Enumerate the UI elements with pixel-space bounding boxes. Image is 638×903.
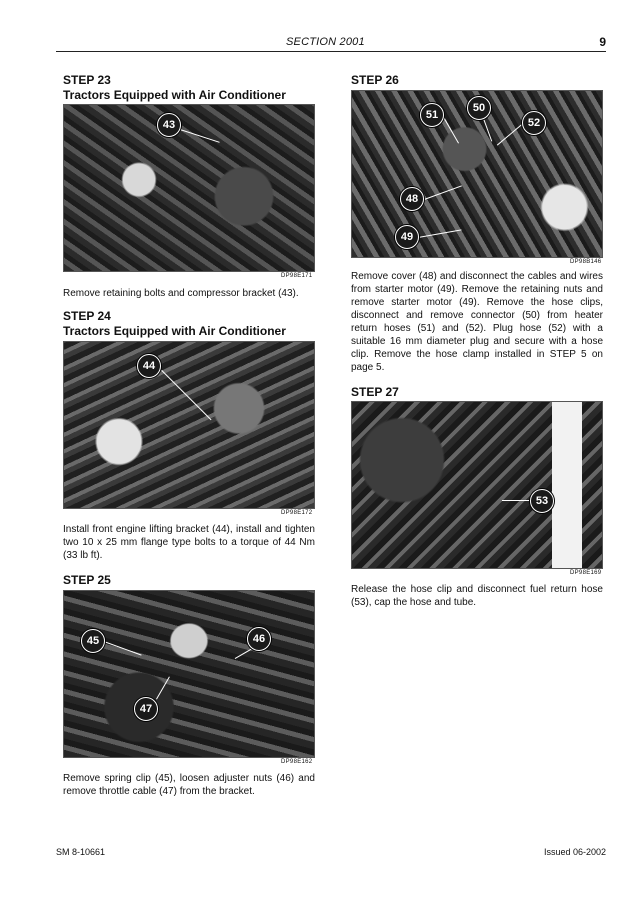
issue-date: Issued 06-2002 [543, 847, 606, 857]
step-subheading: Tractors Equipped with Air Conditioner [63, 88, 286, 102]
callout-43: 43 [157, 113, 181, 137]
leader-line [502, 500, 532, 501]
page-number: 9 [599, 35, 606, 49]
callout-53: 53 [530, 489, 554, 513]
callout-44: 44 [137, 354, 161, 378]
step-text: Remove spring clip (45), loosen adjuster nuts (46) and remove throttle cable (47) from the bracket. [63, 773, 315, 797]
step-heading: STEP 25 [63, 573, 111, 587]
callout-52: 52 [522, 111, 546, 135]
step-heading: STEP 24 [63, 309, 111, 323]
callout-47: 47 [134, 697, 158, 721]
manual-number: SM 8-10661 [56, 847, 106, 857]
step-text: Release the hose clip and disconnect fuel return hose (53), cap the hose and tube. [351, 584, 603, 608]
leader-line [424, 185, 462, 200]
leader-line [418, 229, 462, 238]
step-heading: STEP 26 [351, 73, 399, 87]
callout-45: 45 [81, 629, 105, 653]
callout-49: 49 [395, 225, 419, 249]
step-text: Remove retaining bolts and compressor bracket (43). [63, 288, 299, 299]
callout-50: 50 [467, 96, 491, 120]
leader-line [497, 124, 522, 145]
step-subheading: Tractors Equipped with Air Conditioner [63, 324, 286, 338]
section-title: SECTION 2001 [286, 36, 365, 48]
figure-code: DP98B146 [570, 259, 602, 265]
step-text: Remove cover (48) and disconnect the cables and wires from starter motor (49). Remove the retaining nuts and remove starter motor (49). Remove the hose clips, disconnect and remove connector (50) from heater return hoses (51) and (52). Plug hose (52) with a suitable 16 mm diameter plug and secure with a hose clip. Remove the hose clamp installed in STEP 5 on page 5. [351, 271, 603, 373]
fuel-hose-photo [351, 401, 603, 569]
engine-photo [63, 104, 315, 272]
leader-line [156, 676, 170, 699]
engine-photo [63, 341, 315, 509]
engine-photo [63, 590, 315, 758]
step-text: Install front engine lifting bracket (44), install and tighten two 10 x 25 mm flange type bolts to a torque of 44 Nm (33 lb ft). [63, 524, 315, 561]
header-rule [56, 51, 606, 52]
starter-motor-photo [351, 90, 603, 258]
figure-code: DP98E171 [281, 273, 313, 279]
callout-51: 51 [420, 103, 444, 127]
leader-line [161, 370, 211, 420]
callout-48: 48 [400, 187, 424, 211]
callout-46: 46 [247, 627, 271, 651]
step-heading: STEP 23 [63, 73, 111, 87]
step-heading: STEP 27 [351, 385, 399, 399]
leader-line [104, 641, 142, 656]
figure-code: DP98E162 [281, 759, 313, 765]
leader-line [443, 117, 459, 143]
figure-code: DP98E169 [570, 570, 602, 576]
figure-code: DP98E172 [281, 510, 313, 516]
leader-line [174, 127, 220, 143]
